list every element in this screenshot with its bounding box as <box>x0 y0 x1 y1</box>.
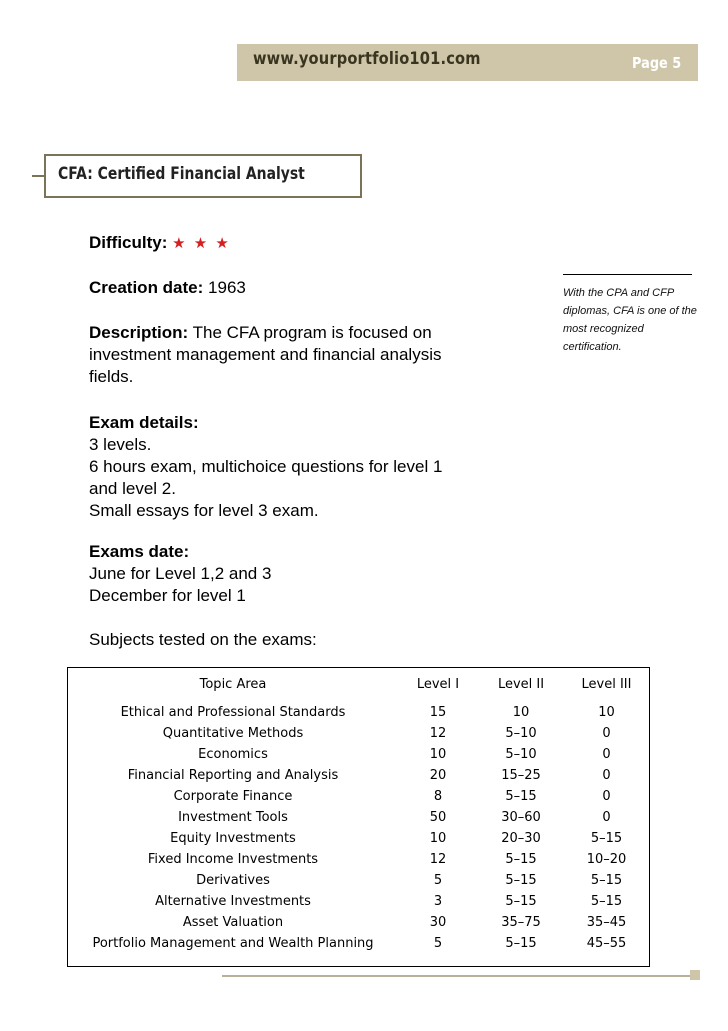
weight-cell: 12 <box>429 852 447 867</box>
topic-cell: Investment Tools <box>178 810 288 825</box>
weight-cell: 10 <box>429 831 447 846</box>
weight-cell: 5–15 <box>505 936 537 951</box>
weight-cell: 15 <box>429 705 447 720</box>
weight-cell: 5–15 <box>590 873 623 888</box>
topic-cell: Alternative Investments <box>155 894 311 909</box>
creation-date-line <box>89 277 519 299</box>
topic-cell: Corporate Finance <box>173 789 293 804</box>
weight-cell: 15–25 <box>501 768 541 783</box>
topic-cell: Portfolio Management and Wealth Planning <box>92 936 374 951</box>
weight-cell: 45–55 <box>586 936 627 951</box>
exam-details-line: Small essays for level 3 exam. <box>89 501 319 520</box>
weight-cell: 0 <box>602 747 611 762</box>
weight-cell: 35–75 <box>501 915 541 930</box>
weight-cell: 5–10 <box>505 726 537 741</box>
topic-cell: Financial Reporting and Analysis <box>127 768 339 783</box>
description-line: investment management and financial analysis <box>89 345 442 364</box>
exam-details-line: and level 2. <box>89 479 176 498</box>
page-number: Page 5 <box>632 54 682 72</box>
weight-cell: 8 <box>433 789 443 804</box>
column-header: Level III <box>581 677 632 692</box>
table-header-row <box>68 668 649 702</box>
table-row <box>68 912 649 933</box>
topic-cell: Fixed Income Investments <box>147 852 319 867</box>
table-row <box>68 765 649 786</box>
exam-details-line: 6 hours exam, multichoice questions for level 1 <box>89 457 443 476</box>
weight-cell: 10 <box>512 705 530 720</box>
weight-cell: 5 <box>433 936 443 951</box>
weight-cell: 0 <box>602 726 611 741</box>
weight-cell: 5–15 <box>505 873 537 888</box>
page-title: CFA: Certified Financial Analyst <box>58 164 305 184</box>
topic-cell: Derivatives <box>196 873 270 888</box>
footer-accent <box>690 970 700 980</box>
table-row <box>68 891 649 912</box>
creation-date-value: 1963 <box>208 278 246 297</box>
weight-cell: 5–15 <box>505 852 537 867</box>
weight-cell: 10 <box>598 705 615 720</box>
column-header: Level I <box>416 677 460 692</box>
weight-cell: 0 <box>602 810 611 825</box>
weight-cell: 3 <box>433 894 443 909</box>
difficulty-line <box>89 232 519 255</box>
weight-cell: 5–10 <box>505 747 537 762</box>
table-row <box>68 702 649 723</box>
difficulty-stars-icon: ★ ★ ★ <box>172 235 231 252</box>
weight-cell: 30–60 <box>501 810 541 825</box>
table-row <box>68 828 649 849</box>
topic-cell: Equity Investments <box>170 831 296 846</box>
exam-details-block <box>89 412 519 522</box>
table-row <box>68 723 649 744</box>
exam-details-label: Exam details: <box>89 413 199 432</box>
side-note-divider <box>563 274 692 275</box>
table-row <box>68 786 649 807</box>
weight-cell: 5 <box>433 873 443 888</box>
exams-date-block <box>89 541 519 607</box>
weight-cell: 30 <box>429 915 447 930</box>
weight-cell: 5–15 <box>505 894 537 909</box>
exams-date-line: December for level 1 <box>89 586 246 605</box>
column-header: Level II <box>497 677 545 692</box>
weight-cell: 0 <box>602 768 611 783</box>
weight-cell: 12 <box>429 726 447 741</box>
description-block <box>89 322 519 388</box>
table-row <box>68 849 649 870</box>
topic-cell: Economics <box>198 747 268 762</box>
weight-cell: 20–30 <box>501 831 541 846</box>
description-label: Description: <box>89 323 189 342</box>
table-row <box>68 933 649 954</box>
exams-date-label: Exams date: <box>89 542 190 561</box>
weight-cell: 0 <box>602 789 611 804</box>
subjects-intro: Subjects tested on the exams: <box>89 630 317 649</box>
weight-cell: 5–15 <box>505 789 537 804</box>
weight-cell: 35–45 <box>586 915 627 930</box>
weight-cell: 20 <box>429 768 447 783</box>
creation-date-label: Creation date: <box>89 278 204 297</box>
description-line: fields. <box>89 367 134 386</box>
description-line: The CFA program is focused on <box>192 323 432 342</box>
table-row <box>68 870 649 891</box>
table-row <box>68 744 649 765</box>
footer-divider <box>222 975 690 977</box>
subjects-table <box>67 667 650 967</box>
column-header: Topic Area <box>199 677 267 692</box>
side-note: With the CPA and CFP diplomas, CFA is one of the most recognized certification. <box>563 287 697 353</box>
weight-cell: 5–15 <box>590 831 623 846</box>
weight-cell: 10–20 <box>586 852 627 867</box>
weight-cell: 5–15 <box>590 894 623 909</box>
topic-cell: Quantitative Methods <box>162 726 304 741</box>
topic-cell: Asset Valuation <box>182 915 284 930</box>
weight-cell: 50 <box>429 810 447 825</box>
topic-cell: Ethical and Professional Standards <box>120 705 346 720</box>
exams-date-line: June for Level 1,2 and 3 <box>89 564 272 583</box>
weight-cell: 10 <box>429 747 447 762</box>
exam-details-line: 3 levels. <box>89 435 152 454</box>
difficulty-label: Difficulty: <box>89 233 168 252</box>
table-row <box>68 807 649 828</box>
header-url[interactable]: www.yourportfolio101.com <box>253 49 481 69</box>
